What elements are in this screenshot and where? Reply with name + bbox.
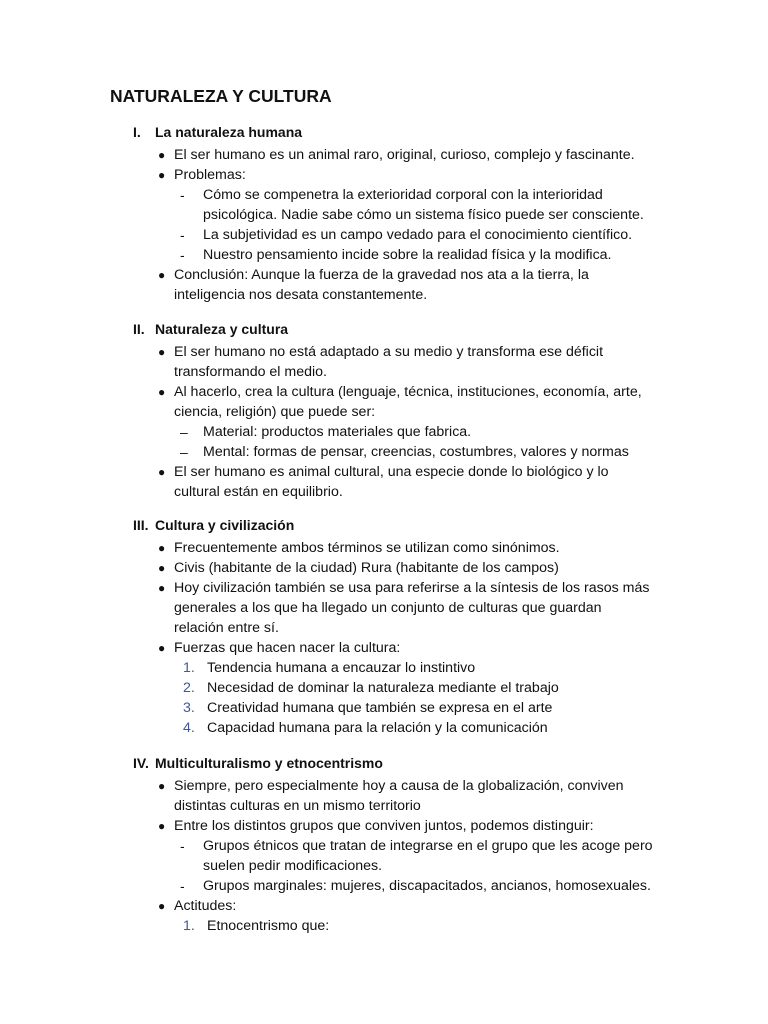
sub-item-text: Grupos étnicos que tratan de integrarse en el grupo que les acoge pero: [203, 838, 653, 854]
list-number: 1.: [183, 918, 195, 934]
list-item-text: distintas culturas en un mismo territorio: [174, 798, 421, 814]
dash-marker: -: [180, 227, 185, 243]
sub-item-text: psicológica. Nadie sabe cómo un sistema físico puede ser consciente.: [203, 207, 644, 223]
list-item-text: relación entre sí.: [174, 620, 279, 636]
list-item-text: Fuerzas que hacen nacer la cultura:: [174, 640, 401, 656]
sub-item-text: Material: productos materiales que fabrica.: [203, 424, 472, 440]
section-heading-text: Cultura y civilización: [155, 517, 295, 533]
sub-item-text: Tendencia humana a encauzar lo instintivo: [207, 660, 476, 676]
list-item-text: inteligencia nos desata constantemente.: [174, 287, 428, 303]
section-number: III.: [133, 517, 149, 533]
bullet-icon: ●: [158, 168, 166, 182]
section-number: IV.: [133, 755, 149, 771]
list-number: 1.: [183, 660, 195, 676]
list-number: 4.: [183, 720, 195, 736]
bullet-icon: ●: [158, 541, 166, 555]
list-number: 3.: [183, 700, 195, 716]
list-item-text: El ser humano es un animal raro, original, curioso, complejo y fascinante.: [174, 147, 635, 163]
dash-marker: –: [180, 444, 188, 460]
dash-marker: -: [180, 878, 185, 894]
list-item-text: ciencia, religión) que puede ser:: [174, 404, 376, 420]
sub-item-text: suelen pedir modificaciones.: [203, 858, 383, 874]
bullet-icon: ●: [158, 561, 166, 575]
list-item-text: Al hacerlo, crea la cultura (lenguaje, técnica, instituciones, economía, arte,: [174, 384, 642, 400]
page-title: NATURALEZA Y CULTURA: [110, 86, 332, 106]
bullet-icon: ●: [158, 345, 166, 359]
list-item-text: Problemas:: [174, 167, 246, 183]
list-item-text: Civis (habitante de la ciudad) Rura (habitante de los campos): [174, 560, 559, 576]
bullet-icon: ●: [158, 779, 166, 793]
list-item-text: El ser humano no está adaptado a su medio y transforma ese déficit: [174, 344, 604, 360]
bullet-icon: ●: [158, 465, 166, 479]
list-item-text: generales a los que ha llegado un conjunto de culturas que guardan: [174, 600, 602, 616]
sub-item-text: La subjetividad es un campo vedado para el conocimiento científico.: [203, 227, 633, 243]
sub-item-text: Nuestro pensamiento incide sobre la realidad física y la modifica.: [203, 247, 612, 263]
bullet-icon: ●: [158, 268, 166, 282]
list-item-text: Conclusión: Aunque la fuerza de la gravedad nos ata a la tierra, la: [174, 267, 589, 283]
sub-item-text: Capacidad humana para la relación y la comunicación: [207, 720, 548, 736]
sub-item-text: Mental: formas de pensar, creencias, costumbres, valores y normas: [203, 444, 629, 460]
bullet-icon: ●: [158, 899, 166, 913]
dash-marker: -: [180, 187, 185, 203]
section-number: II.: [133, 321, 145, 337]
sub-item-text: Necesidad de dominar la naturaleza mediante el trabajo: [207, 680, 559, 696]
section-heading: [133, 517, 294, 533]
list-number: 2.: [183, 680, 195, 696]
bullet-icon: ●: [158, 641, 166, 655]
list-item-text: Entre los distintos grupos que conviven juntos, podemos distinguir:: [174, 818, 594, 834]
list-item-text: Frecuentemente ambos términos se utilizan como sinónimos.: [174, 540, 560, 556]
list-item-text: Actitudes:: [174, 898, 237, 914]
dash-marker: -: [180, 247, 185, 263]
bullet-icon: ●: [158, 819, 166, 833]
dash-marker: -: [180, 838, 185, 854]
sub-item-text: Grupos marginales: mujeres, discapacitados, ancianos, homosexuales.: [203, 878, 651, 894]
sub-item-text: Etnocentrismo que:: [207, 918, 330, 934]
section-heading: [133, 755, 383, 771]
section-heading-text: Naturaleza y cultura: [155, 321, 289, 337]
bullet-icon: ●: [158, 581, 166, 595]
sub-item-text: Creatividad humana que también se expresa en el arte: [207, 700, 553, 716]
section-heading: [133, 124, 302, 140]
list-item-text: transformando el medio.: [174, 364, 327, 380]
sub-item-text: Cómo se compenetra la exterioridad corporal con la interioridad: [203, 187, 603, 203]
dash-marker: –: [180, 424, 188, 440]
bullet-icon: ●: [158, 148, 166, 162]
section-number: I.: [133, 124, 141, 140]
section-heading: [133, 321, 288, 337]
section-heading-text: Multiculturalismo y etnocentrismo: [155, 755, 383, 771]
list-item-text: El ser humano es animal cultural, una especie donde lo biológico y lo: [174, 464, 609, 480]
list-item-text: Hoy civilización también se usa para referirse a la síntesis de los rasos más: [174, 580, 650, 596]
list-item-text: cultural están en equilibrio.: [174, 484, 343, 500]
bullet-icon: ●: [158, 385, 166, 399]
list-item-text: Siempre, pero especialmente hoy a causa de la globalización, conviven: [174, 778, 624, 794]
section-heading-text: La naturaleza humana: [155, 124, 303, 140]
